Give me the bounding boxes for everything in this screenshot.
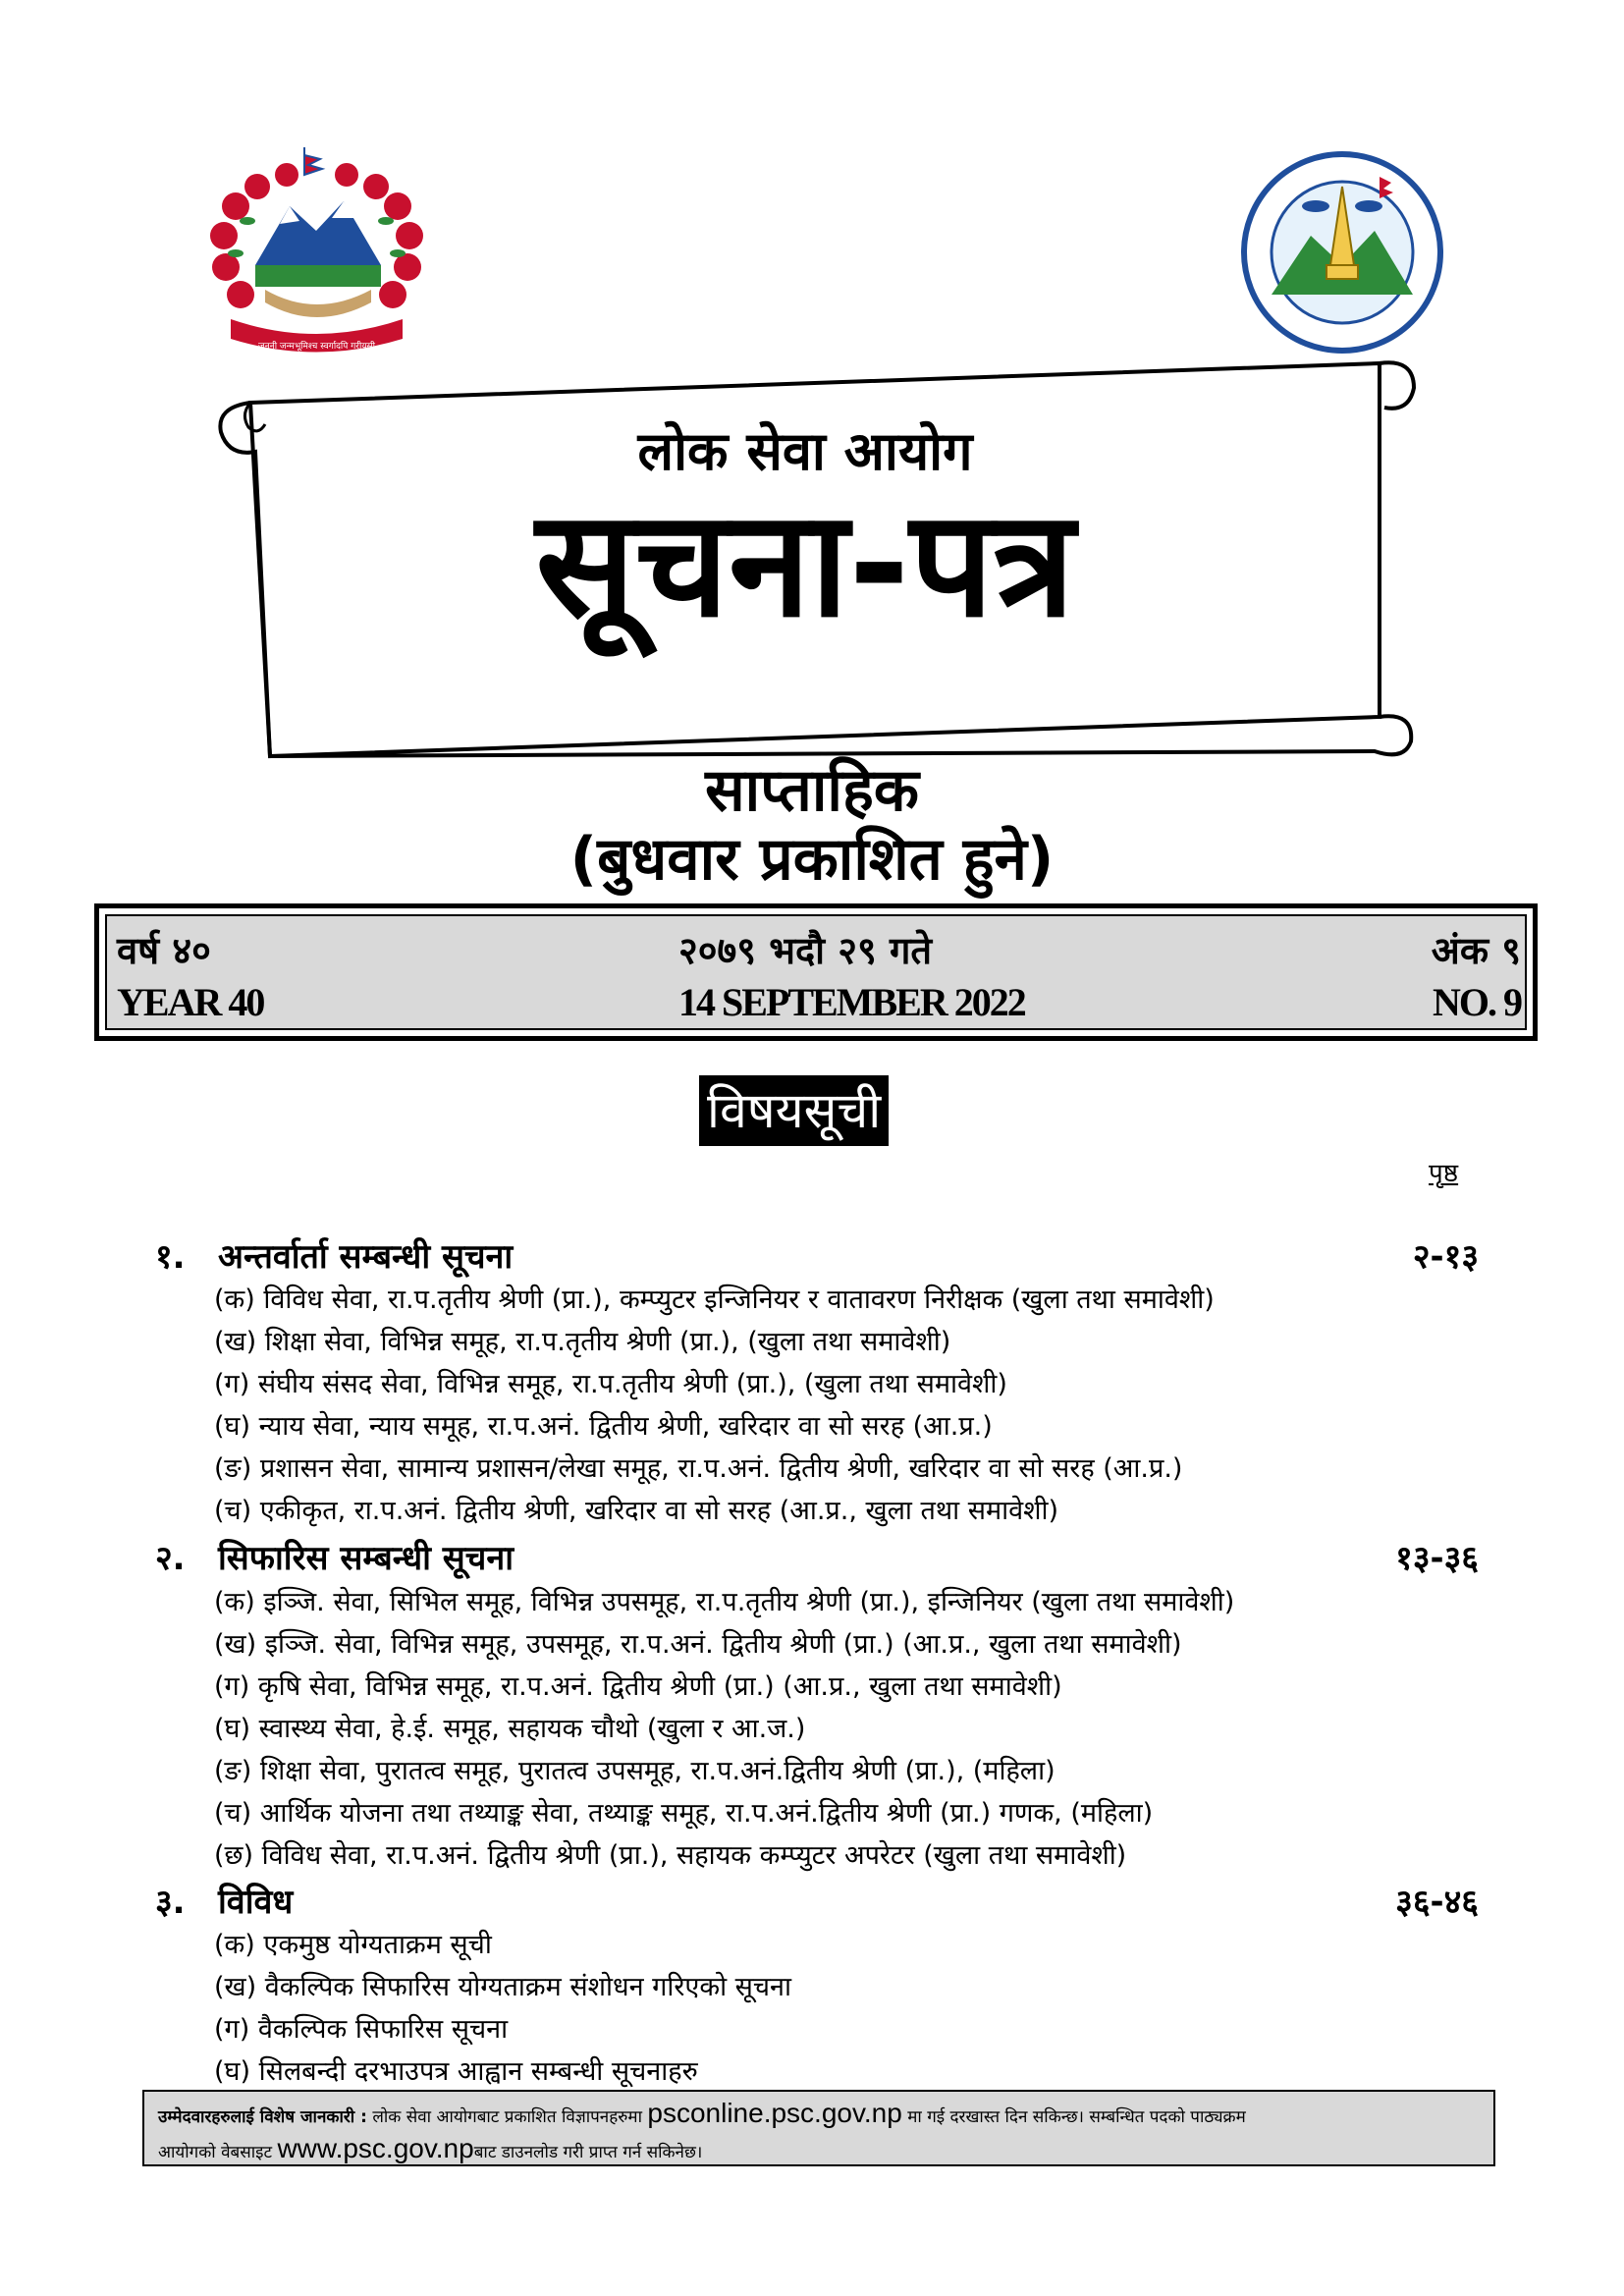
notice-text: बाट डाउनलोड गरी प्राप्त गर्न सकिनेछ। [473,2143,703,2162]
org-name: लोक सेवा आयोग [637,420,973,482]
website-url-link[interactable]: www.psc.gov.np [277,2133,474,2163]
notice-text: मा गई दरखास्त दिन सकिन्छ। सम्बन्धित पदको पाठ्यक्रम [907,2107,1246,2127]
frequency-note: (बुधवार प्रकाशित हुने) [569,825,1055,894]
section-number: ३. [155,1883,186,1922]
list-item: (ङ) शिक्षा सेवा, पुरातत्व समूह, पुरातत्व उपसमूह, रा.प.अनं.द्वितीय श्रेणी (प्रा.), (महिला) [214,1756,1056,1786]
year-np: वर्ष ४० [117,929,211,972]
list-item: (ख) शिक्षा सेवा, विभिन्न समूह, रा.प.तृतीय श्रेणी (प्रा.), (खुला तथा समावेशी) [214,1327,951,1357]
nepal-emblem-icon [196,147,437,358]
psc-logo-icon [1232,147,1453,358]
list-item: (ख) वैकल्पिक सिफारिस योग्यताक्रम संशोधन गरिएको सूचना [214,1972,792,2002]
list-item: (छ) विविध सेवा, रा.प.अनं. द्वितीय श्रेणी (प्रा.), सहायक कम्प्युटर अपरेटर (खुला तथा समावेशी) [214,1840,1127,1871]
list-item: (ग) संघीय संसद सेवा, विभिन्न समूह, रा.प.तृतीय श्रेणी (प्रा.), (खुला तथा समावेशी) [214,1369,1007,1399]
publication-title: सूचना-पत्र [535,479,1075,650]
section-number: १. [155,1237,186,1277]
number-np: अंक ९ [1431,929,1521,972]
page-column-label: पृष्ठ [1429,1159,1459,1188]
list-item: (ङ) प्रशासन सेवा, सामान्य प्रशासन/लेखा समूह, रा.प.अनं. द्वितीय श्रेणी, खरिदार वा सो सरह (आ.प्र.) [214,1453,1183,1484]
list-item: (क) विविध सेवा, रा.प.तृतीय श्रेणी (प्रा.), कम्प्युटर इन्जिनियर र वातावरण निरीक्षक (खुला तथा समावेशी) [214,1285,1215,1315]
issue-info-box [94,903,1538,1041]
list-item: (घ) सिलबन्दी दरभाउपत्र आह्वान सम्बन्धी सूचनाहरु [214,2056,698,2087]
emblem-motto: जननी जन्मभूमिश्च स्वर्गादपि गरीयसी [258,342,375,352]
notice-text: लोक सेवा आयोगबाट प्रकाशित विज्ञापनहरुमा [372,2107,642,2127]
list-item: (ग) कृषि सेवा, विभिन्न समूह, रा.प.अनं. द्वितीय श्रेणी (प्रा.) (आ.प्र., खुला तथा समावेशी) [214,1671,1062,1702]
notice-text: आयोगको वेबसाइट [158,2143,273,2162]
list-item: (क) एकमुष्ठ योग्यताक्रम सूची [214,1930,492,1960]
year-en: YEAR 40 [117,980,264,1024]
list-item: (ख) इञ्जि. सेवा, विभिन्न समूह, उपसमूह, रा.प.अनं. द्वितीय श्रेणी (प्रा.) (आ.प्र., खुला तथा समावेशी) [214,1629,1182,1660]
list-item: (घ) न्याय सेवा, न्याय समूह, रा.प.अनं. द्वितीय श्रेणी, खरिदार वा सो सरह (आ.प्र.) [214,1411,993,1442]
section-pages: १३-३६ [1395,1539,1479,1578]
candidate-notice [142,2090,1495,2166]
list-item: (क) इञ्जि. सेवा, सिभिल समूह, विभिन्न उपसमूह, रा.प.तृतीय श्रेणी (प्रा.), इन्जिनियर (खुला तथा समावेशी) [214,1587,1235,1617]
frequency: साप्ताहिक [705,756,919,825]
list-item: (च) आर्थिक योजना तथा तथ्याङ्क सेवा, तथ्याङ्क समूह, रा.प.अनं.द्वितीय श्रेणी (प्रा.) गणक, (महिला) [214,1798,1154,1829]
number-en: NO. 9 [1433,980,1521,1024]
section-title: सिफारिस सम्बन्धी सूचना [218,1539,514,1578]
section-title: अन्तर्वार्ता सम्बन्धी सूचना [218,1237,514,1277]
notice-label: उम्मेदवारहरुलाई विशेष जानकारी : [158,2107,367,2127]
contents-heading: विषयसूची [699,1075,889,1146]
apply-url-link[interactable]: psconline.psc.gov.np [647,2098,902,2128]
list-item: (ग) वैकल्पिक सिफारिस सूचना [214,2014,509,2045]
list-item: (घ) स्वास्थ्य सेवा, हे.ई. समूह, सहायक चौथो (खुला र आ.ज.) [214,1714,806,1744]
section-pages: २-१३ [1412,1237,1479,1277]
section-title: विविध [218,1883,294,1922]
section-pages: ३६-४६ [1395,1883,1479,1922]
date-np: २०७९ भदौ २९ गते [678,929,933,972]
section-number: २. [155,1539,186,1578]
list-item: (च) एकीकृत, रा.प.अनं. द्वितीय श्रेणी, खरिदार वा सो सरह (आ.प्र., खुला तथा समावेशी) [214,1496,1059,1526]
date-en: 14 SEPTEMBER 2022 [678,980,1025,1024]
